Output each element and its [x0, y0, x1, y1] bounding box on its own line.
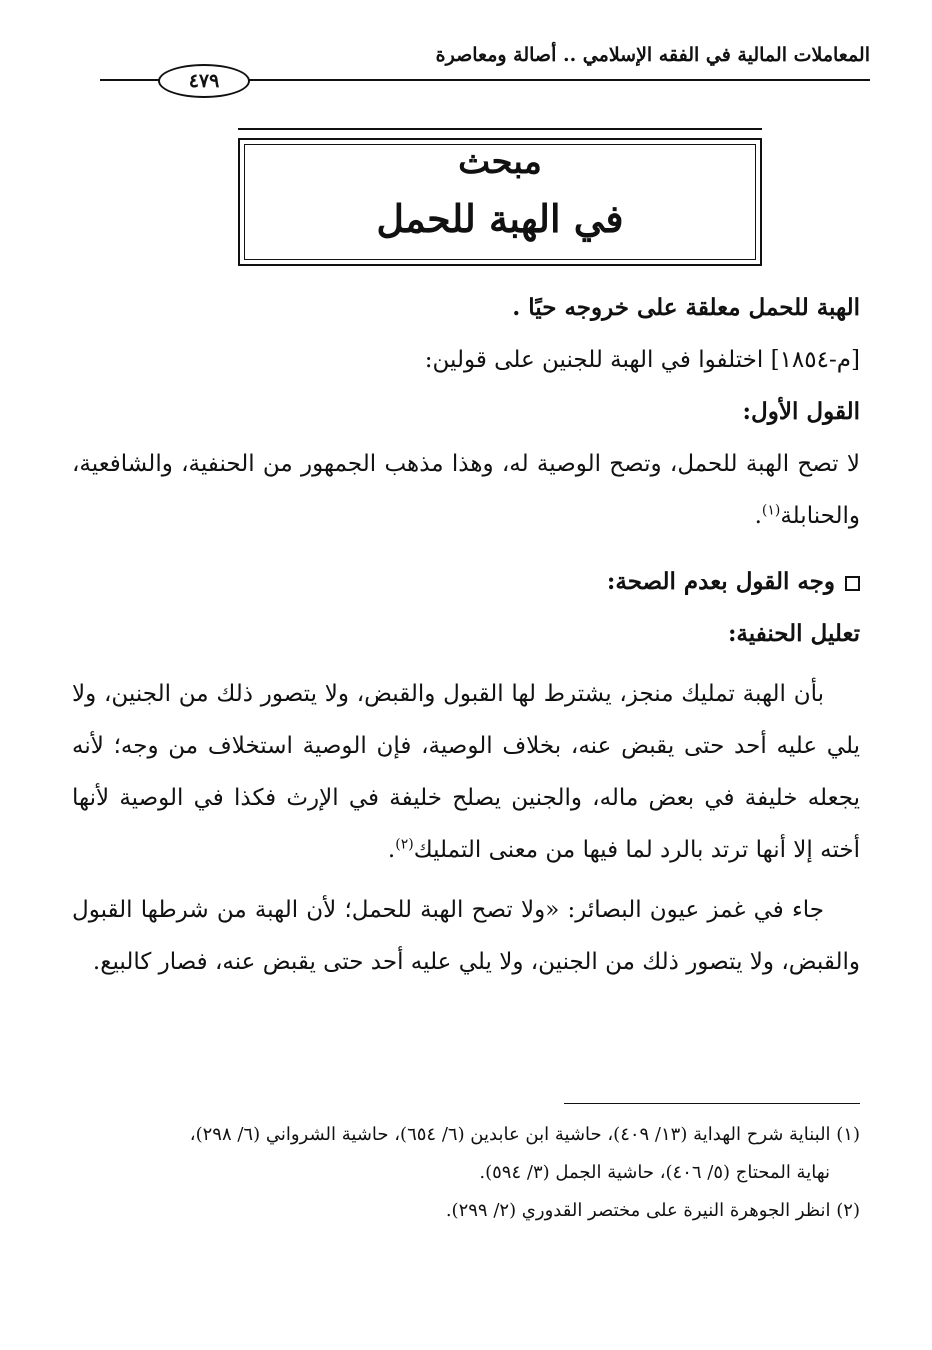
quotation-paragraph: جاء في غمز عيون البصائر: «ولا تصح الهبة للحمل؛ لأن الهبة من شرطها القبول والقبض، ولا يتصور ذلك من الجنين، ولا يلي عليه أحد حتى يقبض عنه، فصار كالبيع.	[72, 897, 860, 975]
hanafi-reasoning-paragraph	[72, 668, 860, 876]
first-opinion-heading: القول الأول:	[742, 398, 860, 425]
hanafi-reasoning-text: بأن الهبة تمليك منجز، يشترط لها القبول والقبض، ولا يتصور ذلك من الجنين، ولا يلي عليه أحد حتى يقبض عنه، بخلاف الوصية، فإن الوصية استخلاف من وجه؛ لأنه يجعله خليفة في بعض ماله، والجنين يصلح خليفة في الإرث فكذا في الوصية لأنها أخته إلا أنها ترتد بالرد لما فيها من معنى التمليك	[72, 681, 860, 863]
footnote-ref-2[interactable]: (٢)	[395, 836, 414, 853]
footnote-1: (١) البناية شرح الهداية (١٣/ ٤٠٩)، حاشية ابن عابدين (٦/ ٦٥٤)، حاشية الشرواني (٦/ ٢٩٨)،	[189, 1124, 860, 1145]
title-top-rule	[238, 128, 762, 130]
footnote-ref-1[interactable]: (١)	[761, 502, 781, 519]
rule-statement: الهبة للحمل معلقة على خروجه حيًا .	[512, 294, 860, 321]
section-title: في الهبة للحمل	[376, 196, 624, 241]
footnote-separator	[564, 1103, 860, 1104]
section-label: مبحث	[458, 142, 542, 182]
footnotes	[72, 1116, 860, 1230]
body-text	[72, 282, 860, 988]
reasoning-heading-text: وجه القول بعدم الصحة:	[606, 568, 835, 595]
first-opinion-text: لا تصح الهبة للحمل، وتصح الوصية له، وهذا مذهب الجمهور من الحنفية، والشافعية، والحنابلة	[72, 451, 860, 529]
footnote-2: (٢) انظر الجوهرة النيرة على مختصر القدوري (٢/ ٢٩٩).	[445, 1200, 860, 1221]
square-bullet-icon	[845, 576, 860, 591]
first-opinion-paragraph	[72, 438, 860, 542]
footnote-1-continued: نهاية المحتاج (٥/ ٤٠٦)، حاشية الجمل (٣/ ٥٩٤).	[479, 1162, 830, 1183]
running-title: المعاملات المالية في الفقه الإسلامي .. أصالة ومعاصرة	[435, 44, 870, 66]
reasoning-heading	[72, 556, 860, 608]
issue-statement: [م-١٨٥٤] اختلفوا في الهبة للجنين على قولين:	[424, 347, 860, 373]
first-opinion-end: .	[754, 503, 762, 529]
page-number: ٤٧٩	[158, 64, 250, 98]
hanafi-reasoning-heading: تعليل الحنفية:	[727, 620, 860, 647]
hanafi-reasoning-end: .	[387, 837, 396, 863]
